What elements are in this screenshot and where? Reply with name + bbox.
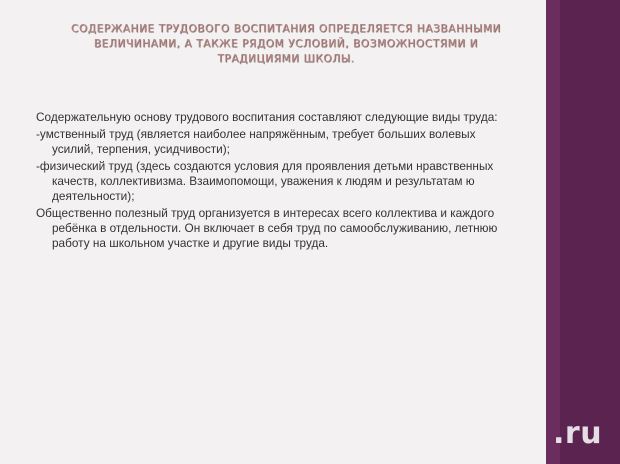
- slide-title: СОДЕРЖАНИЕ ТРУДОВОГО ВОСПИТАНИЯ ОПРЕДЕЛЯЕТСЯ НАЗВАННЫМИ ВЕЛИЧИНАМИ, А ТАКЖЕ РЯДОМ УСЛОВИЙ, ВОЗМОЖНОСТЯМИ И ТРАДИЦИЯМИ ШКОЛЫ.: [71, 23, 501, 65]
- site-watermark: .ru: [553, 416, 603, 451]
- slide-body: [36, 110, 516, 253]
- paragraph-physical-work: -физический труд (здесь создаются условия для проявления детьми нравственных качеств, коллективизма. Взаимопомощи, уважения к людям и результатам ю деятельности);: [36, 159, 494, 203]
- paragraph-intro: Содержательную основу трудового воспитания составляют следующие виды труда:: [36, 110, 498, 124]
- paragraph-mental-work: -умственный труд (является наиболее напряжённым, требует больших волевых усилий, терпения, усидчивости);: [36, 127, 476, 156]
- paragraph-social-work: Общественно полезный труд организуется в интересах всего коллектива и каждого ребёнка в отдельности. Он включает в себя труд по самообслуживанию, летнюю работу на школьном участке и другие виды труда.: [36, 206, 498, 250]
- decorative-side-band-inner: [560, 0, 620, 464]
